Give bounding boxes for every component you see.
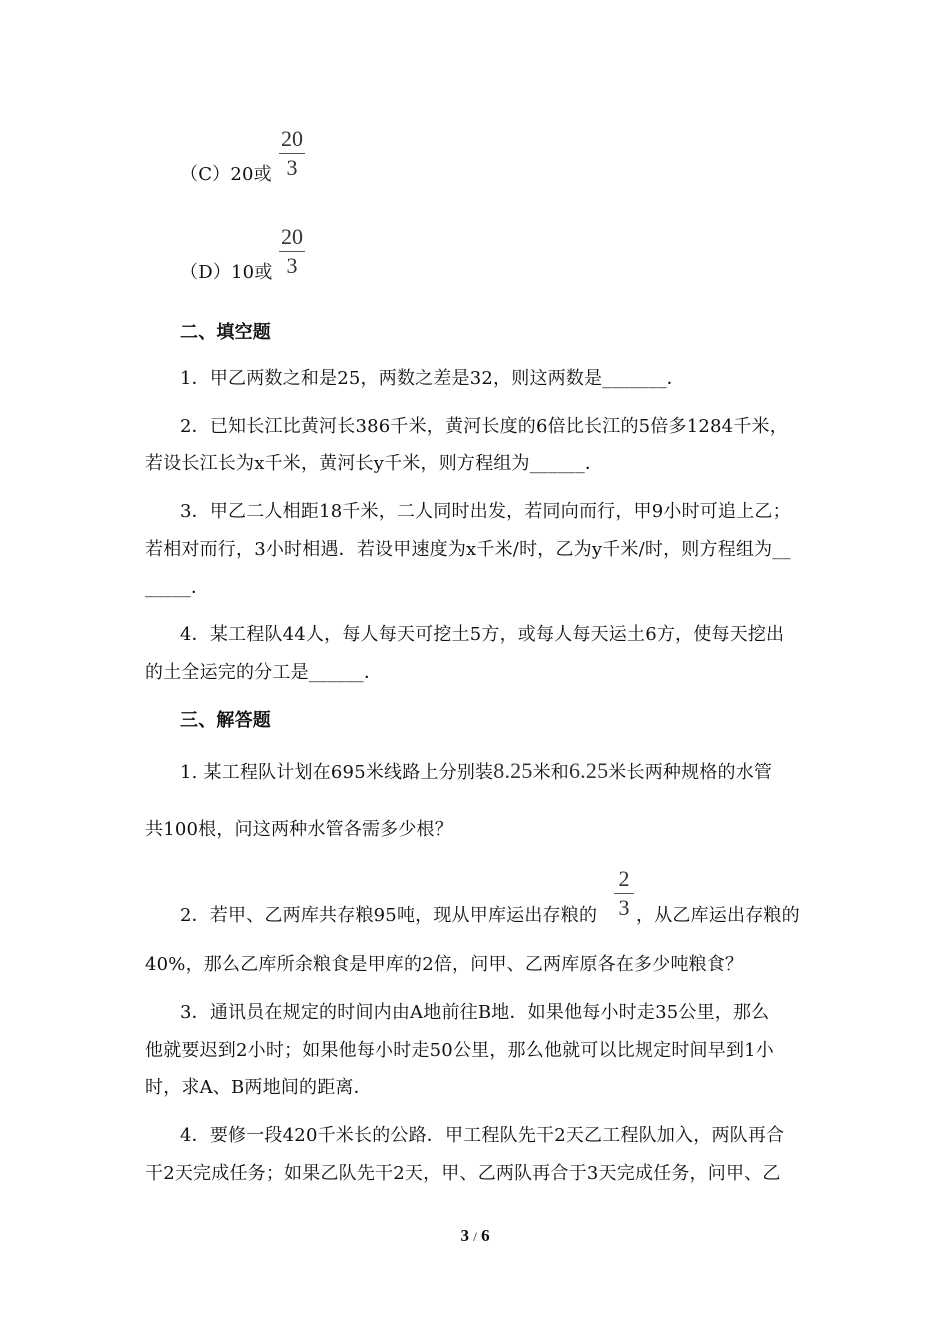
solve-q1-text-a: 1. 某工程队计划在695米线路上分别装	[180, 762, 494, 783]
fill-in-q4-line1: 4．某工程队44人，每人每天可挖土5方，或每人每天运土6方，使每天挖出	[180, 624, 785, 645]
solve-q1-line1	[180, 759, 772, 785]
current-page: 3	[460, 1226, 469, 1245]
solve-q2-line1-b: ，从乙库运出存粮的	[636, 905, 800, 926]
fraction-denominator: 3	[286, 253, 298, 278]
fill-in-q3-line1: 3．甲乙二人相距18千米，二人同时出发，若同向而行，甲9小时可追上乙；	[180, 501, 791, 522]
solve-q1-text-b: 米和	[532, 762, 569, 783]
section-heading-fill-in: 二、填空题	[180, 322, 271, 343]
total-pages: 6	[481, 1226, 490, 1245]
fraction-numerator: 2	[618, 866, 630, 891]
fill-in-q2-line1: 2．已知长江比黄河长386千米，黄河长度的6倍比长江的5倍多1284千米，	[180, 416, 788, 437]
option-d-fraction	[279, 224, 305, 279]
solve-q2-line2: 40%，那么乙库所余粮食是甲库的2倍，问甲、乙两库原各在多少吨粮食？	[145, 954, 744, 975]
solve-q3-line3: 时，求A、B两地间的距离．	[145, 1077, 372, 1098]
fill-in-q4-line2: 的土全运完的分工是______．	[145, 662, 383, 683]
fraction-denominator: 3	[286, 155, 298, 180]
solve-q3-line1: 3．通讯员在规定的时间内由A地前往B地．如果他每小时走35公里，那么	[180, 1002, 770, 1023]
page-separator: /	[473, 1229, 477, 1244]
solve-q3-line2: 他就要迟到2小时；如果他每小时走50公里，那么他就可以比规定时间早到1小	[145, 1040, 775, 1061]
fraction-bar	[279, 153, 305, 154]
section-heading-solve: 三、解答题	[180, 710, 271, 731]
fraction-denominator: 3	[618, 895, 630, 920]
solve-q2-fraction	[614, 866, 634, 921]
solve-q1-text-c: 米长两种规格的水管	[608, 762, 773, 783]
math-value-8-25: 8.25	[493, 758, 533, 783]
fill-in-q1: 1．甲乙两数之和是25，两数之差是32，则这两数是_______．	[180, 368, 685, 389]
fraction-numerator: 20	[281, 224, 303, 249]
fill-in-q2-line2: 若设长江长为x千米，黄河长y千米，则方程组为______．	[145, 453, 604, 474]
math-value-6-25: 6.25	[568, 758, 609, 783]
fraction-numerator: 20	[281, 126, 303, 151]
option-c-fraction	[279, 126, 305, 181]
solve-q4-line2: 干2天完成任务；如果乙队先干2天，甲、乙两队再合于3天完成任务，问甲、乙	[145, 1163, 781, 1184]
fraction-bar	[279, 251, 305, 252]
fill-in-q3-line3: _____．	[145, 577, 210, 598]
page-number	[0, 1226, 950, 1246]
solve-q4-line1: 4．要修一段420千米长的公路．甲工程队先干2天乙工程队加入，两队再合	[180, 1125, 785, 1146]
fraction-bar	[614, 893, 634, 894]
solve-q2-line1-a: 2．若甲、乙两库共存粮95吨，现从甲库运出存粮的	[180, 905, 598, 926]
fill-in-q3-line2: 若相对而行，3小时相遇．若设甲速度为x千米/时，乙为y千米/时，则方程组为__	[145, 539, 791, 560]
option-d-label: （D）10或	[180, 262, 273, 283]
option-c-label: （C）20或	[180, 164, 272, 185]
solve-q1-line2: 共100根，问这两种水管各需多少根？	[145, 819, 453, 840]
